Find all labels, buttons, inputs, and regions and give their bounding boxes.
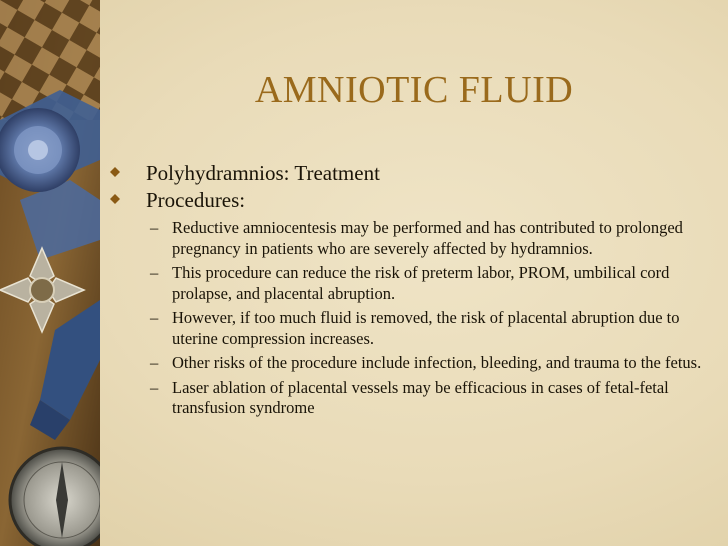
sub-bullet-text: Laser ablation of placental vessels may be efficacious in cases of fetal-fetal transfusion syndrome <box>172 377 669 417</box>
bullet-text: Procedures: <box>146 188 246 212</box>
sub-bullet-text: However, if too much fluid is removed, the risk of placental abruption due to uterine compression increases. <box>172 308 680 348</box>
dash-marker: – <box>150 308 159 327</box>
bullet-item <box>108 187 714 214</box>
sub-bullet-text: This procedure can reduce the risk of preterm labor, PROM, umbilical cord prolapse, and placental abruption. <box>172 263 670 303</box>
decorative-medals-image <box>0 0 100 546</box>
sub-bullet-item <box>108 378 714 419</box>
diamond-bullet-icon <box>110 194 120 204</box>
sub-bullet-item <box>108 218 714 259</box>
dash-marker: – <box>150 377 159 397</box>
sub-bullet-list <box>108 218 714 419</box>
slide-title: AMNIOTIC FLUID <box>254 69 574 111</box>
sub-bullet-item <box>108 353 714 374</box>
diamond-bullet-icon <box>110 167 120 177</box>
sub-bullet-text: Other risks of the procedure include infection, bleeding, and trauma to the fetus. <box>172 353 702 372</box>
sub-bullet-item <box>108 263 714 304</box>
sub-bullet-text: Reductive amniocentesis may be performed and has contributed to prolonged pregnancy in patients who are severely affected by hydramnios. <box>172 218 683 258</box>
bullet-item <box>108 160 714 187</box>
sub-bullet-item <box>108 308 714 349</box>
dash-marker: – <box>150 353 159 372</box>
dash-marker: – <box>150 263 159 282</box>
slide-content <box>108 160 714 423</box>
bullet-text: Polyhydramnios: Treatment <box>146 161 380 185</box>
dash-marker: – <box>150 218 159 237</box>
